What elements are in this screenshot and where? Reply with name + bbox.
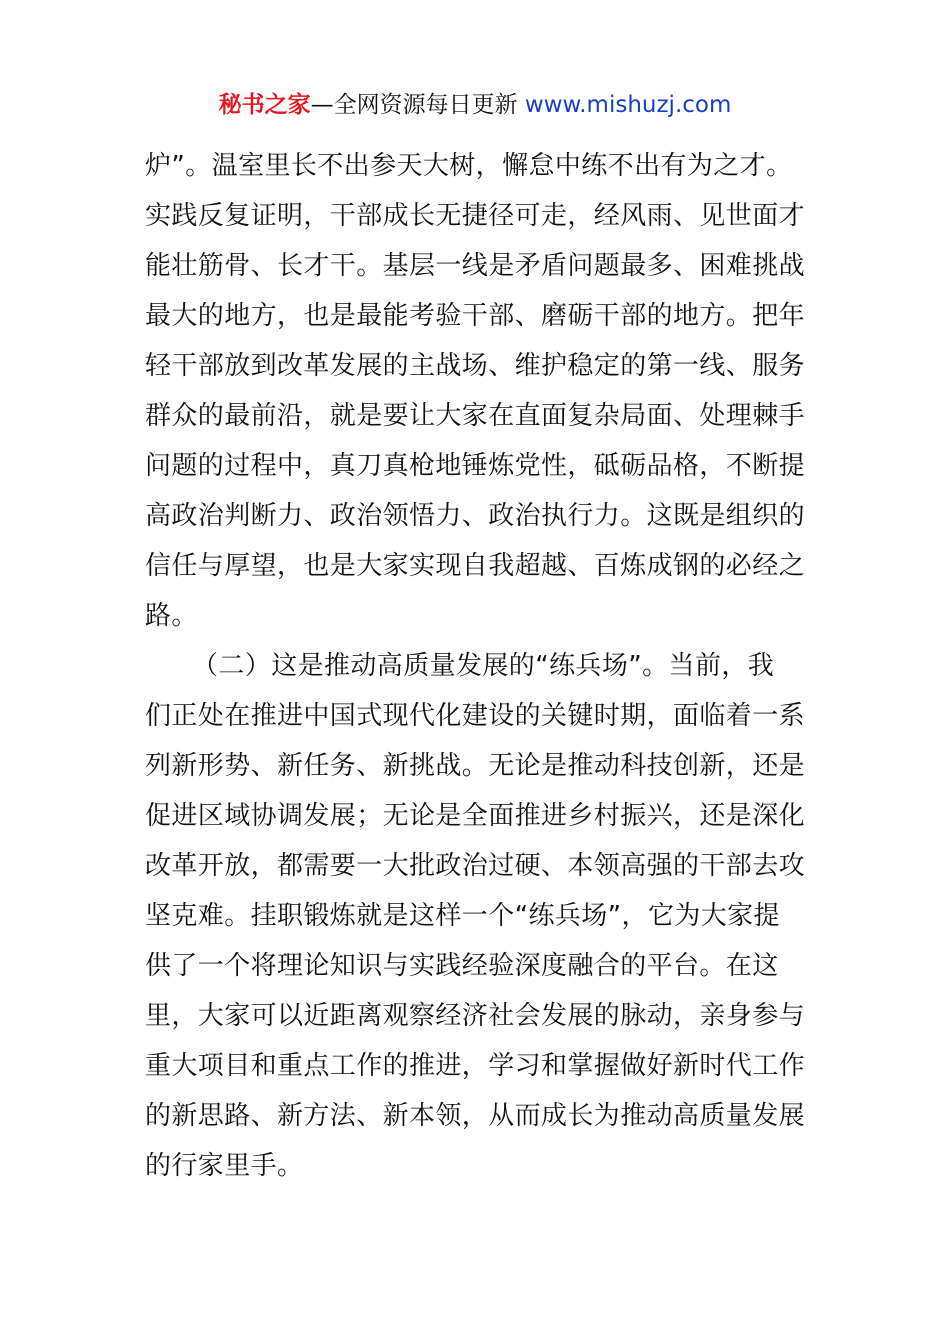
text-line: 坚克难。挂职锻炼就是这样一个“练兵场”，它为大家提 (145, 901, 780, 931)
text-line: 最大的地方，也是最能考验干部、磨砺干部的地方。把年 (145, 301, 806, 331)
text-line: 群众的最前沿，就是要让大家在直面复杂局面、处理棘手 (145, 401, 806, 431)
text-line: 能壮筋骨、长才干。基层一线是矛盾问题最多、困难挑战 (145, 251, 806, 281)
text-line: 的新思路、新方法、新本领，从而成长为推动高质量发展 (145, 1101, 806, 1131)
section-heading-line: （二）这是推动高质量发展的“练兵场”。当前，我 (192, 651, 775, 681)
text-line: 们正处在推进中国式现代化建设的关键时期，面临着一系 (145, 701, 806, 731)
text-line: 促进区域协调发展；无论是全面推进乡村振兴，还是深化 (145, 801, 806, 831)
text-line: 的行家里手。 (145, 1151, 304, 1181)
text-line: 改革开放，都需要一大批政治过硬、本领高强的干部去攻 (145, 851, 806, 881)
site-tagline: —全网资源每日更新 (310, 92, 525, 118)
site-url: www.mishuzj.com (524, 92, 732, 118)
text-line: 炉”。温室里长不出参天大树，懈怠中练不出有为之才。 (145, 151, 793, 181)
text-line: 信任与厚望，也是大家实现自我超越、百炼成钢的必经之 (145, 551, 806, 581)
page-header (0, 88, 950, 122)
site-brand: 秘书之家 (218, 92, 311, 118)
text-line: 列新形势、新任务、新挑战。无论是推动科技创新，还是 (145, 751, 806, 781)
text-line: 供了一个将理论知识与实践经验深度融合的平台。在这 (145, 951, 779, 981)
text-line: 问题的过程中，真刀真枪地锤炼党性，砥砺品格，不断提 (145, 451, 806, 481)
text-line: 重大项目和重点工作的推进，学习和掌握做好新时代工作 (145, 1051, 806, 1081)
text-line: 实践反复证明，干部成长无捷径可走，经风雨、见世面才 (145, 201, 806, 231)
text-line: 里，大家可以近距离观察经济社会发展的脉动，亲身参与 (145, 1001, 806, 1031)
text-line: 高政治判断力、政治领悟力、政治执行力。这既是组织的 (145, 501, 806, 531)
document-body (145, 141, 815, 1191)
text-line: 路。 (145, 601, 198, 631)
text-line: 轻干部放到改革发展的主战场、维护稳定的第一线、服务 (145, 351, 806, 381)
